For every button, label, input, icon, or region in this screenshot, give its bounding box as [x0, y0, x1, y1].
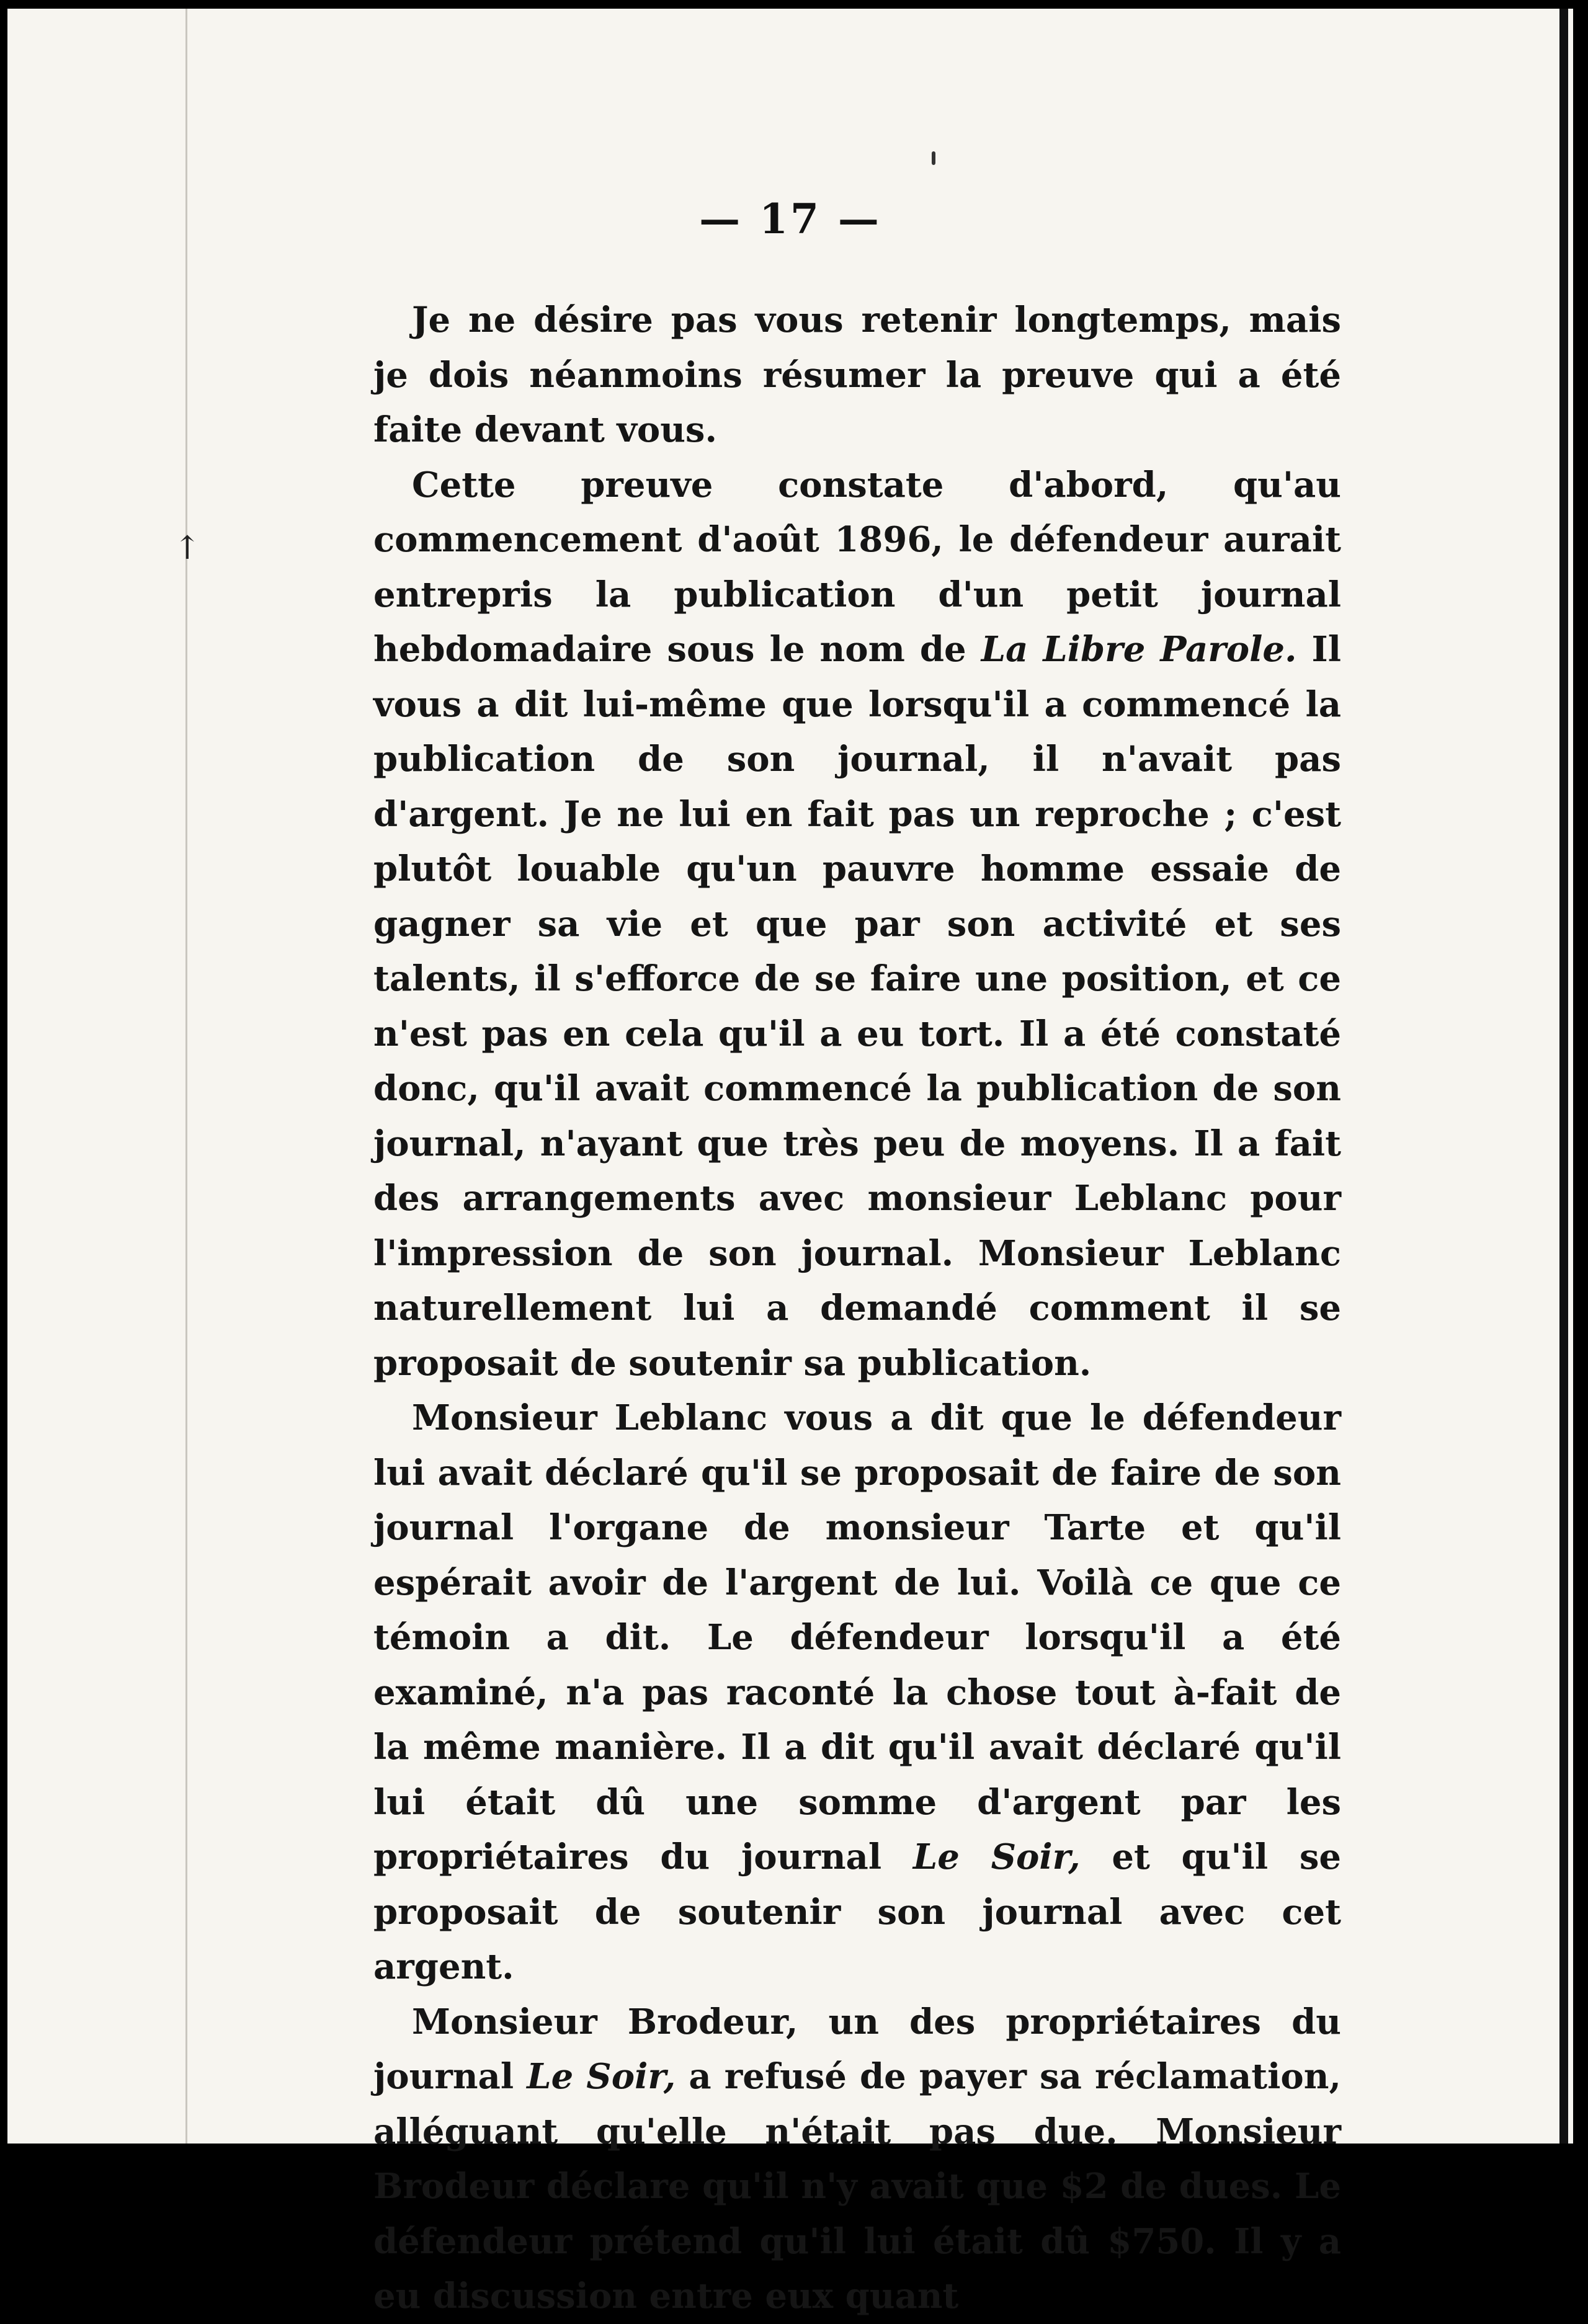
binding-arrow-icon: ↑	[174, 530, 201, 567]
page-right-border	[1559, 9, 1568, 2144]
paragraph-1	[373, 293, 1341, 458]
paragraph-text: Il vous a dit lui-même que lorsqu'il a commencé la publication de son journal, il n'avait pas d'argent. Je ne lui en fait pas un reproche ; c'est plutôt louable qu'un pauvre homme essaie de gagner sa vie et que par son activité et ses talents, il s'efforce de se faire une position, et ce n'est pas en cela qu'il a eu tort. Il a été constaté donc, qu'il avait commencé la publication de son journal, n'ayant que très peu de moyens. Il a fait des arrangements avec monsieur Leblanc pour l'impression de son journal. Monsieur Leblanc naturellement lui a demandé comment il se proposait de soutenir sa publication.	[373, 629, 1341, 1384]
paragraph-text: Monsieur Leblanc vous a dit que le défendeur lui avait déclaré qu'il se proposait de faire de son journal l'organe de monsieur Tarte et qu'il espérait avoir de l'argent de lui. Voilà ce que ce témoin a dit. Le défendeur lorsqu'il a été examiné, n'a pas raconté la chose tout à-fait de la même manière. Il a dit qu'il avait déclaré qu'il lui était dû une somme d'argent par les propriétaires du journal	[373, 1397, 1341, 1877]
paragraph-text: a refusé de payer sa réclamation, alléguant qu'elle n'était pas due. Monsieur Brodeur déclare qu'il n'y avait que $2 de dues. Le défendeur prétend qu'il lui était dû $750. Il y a eu discussion entre eux quant	[373, 2056, 1341, 2317]
paragraph-text: Cette preuve constate d'abord, qu'au commencement d'août 1896, le défendeur aurait entrepris la publication d'un petit journal hebdomadaire sous le nom de	[373, 464, 1341, 670]
scanned-page	[7, 9, 1573, 2317]
ink-speck	[932, 151, 935, 165]
paragraph-text: Je ne désire pas vous retenir longtemps, mais je dois néanmoins résumer la preuve qui a été faite devant vous.	[373, 300, 1341, 450]
page-gutter-edge	[185, 9, 187, 2144]
page-number: — 17 —	[699, 195, 881, 243]
paragraph-2	[373, 458, 1341, 1391]
body-text	[373, 293, 1341, 2324]
paragraph-4	[373, 1995, 1341, 2324]
paragraph-text: et qu'il se proposait de soutenir son journal avec cet argent.	[373, 1836, 1341, 1987]
paragraph-3	[373, 1391, 1341, 1995]
journal-title-le-soir: Le Soir,	[912, 1836, 1081, 1877]
journal-title-le-soir: Le Soir,	[527, 2056, 676, 2097]
journal-title-la-libre-parole: La Libre Parole.	[981, 629, 1297, 670]
paragraph-text: Monsieur Brodeur, un des propriétaires du journal	[373, 2001, 1341, 2097]
